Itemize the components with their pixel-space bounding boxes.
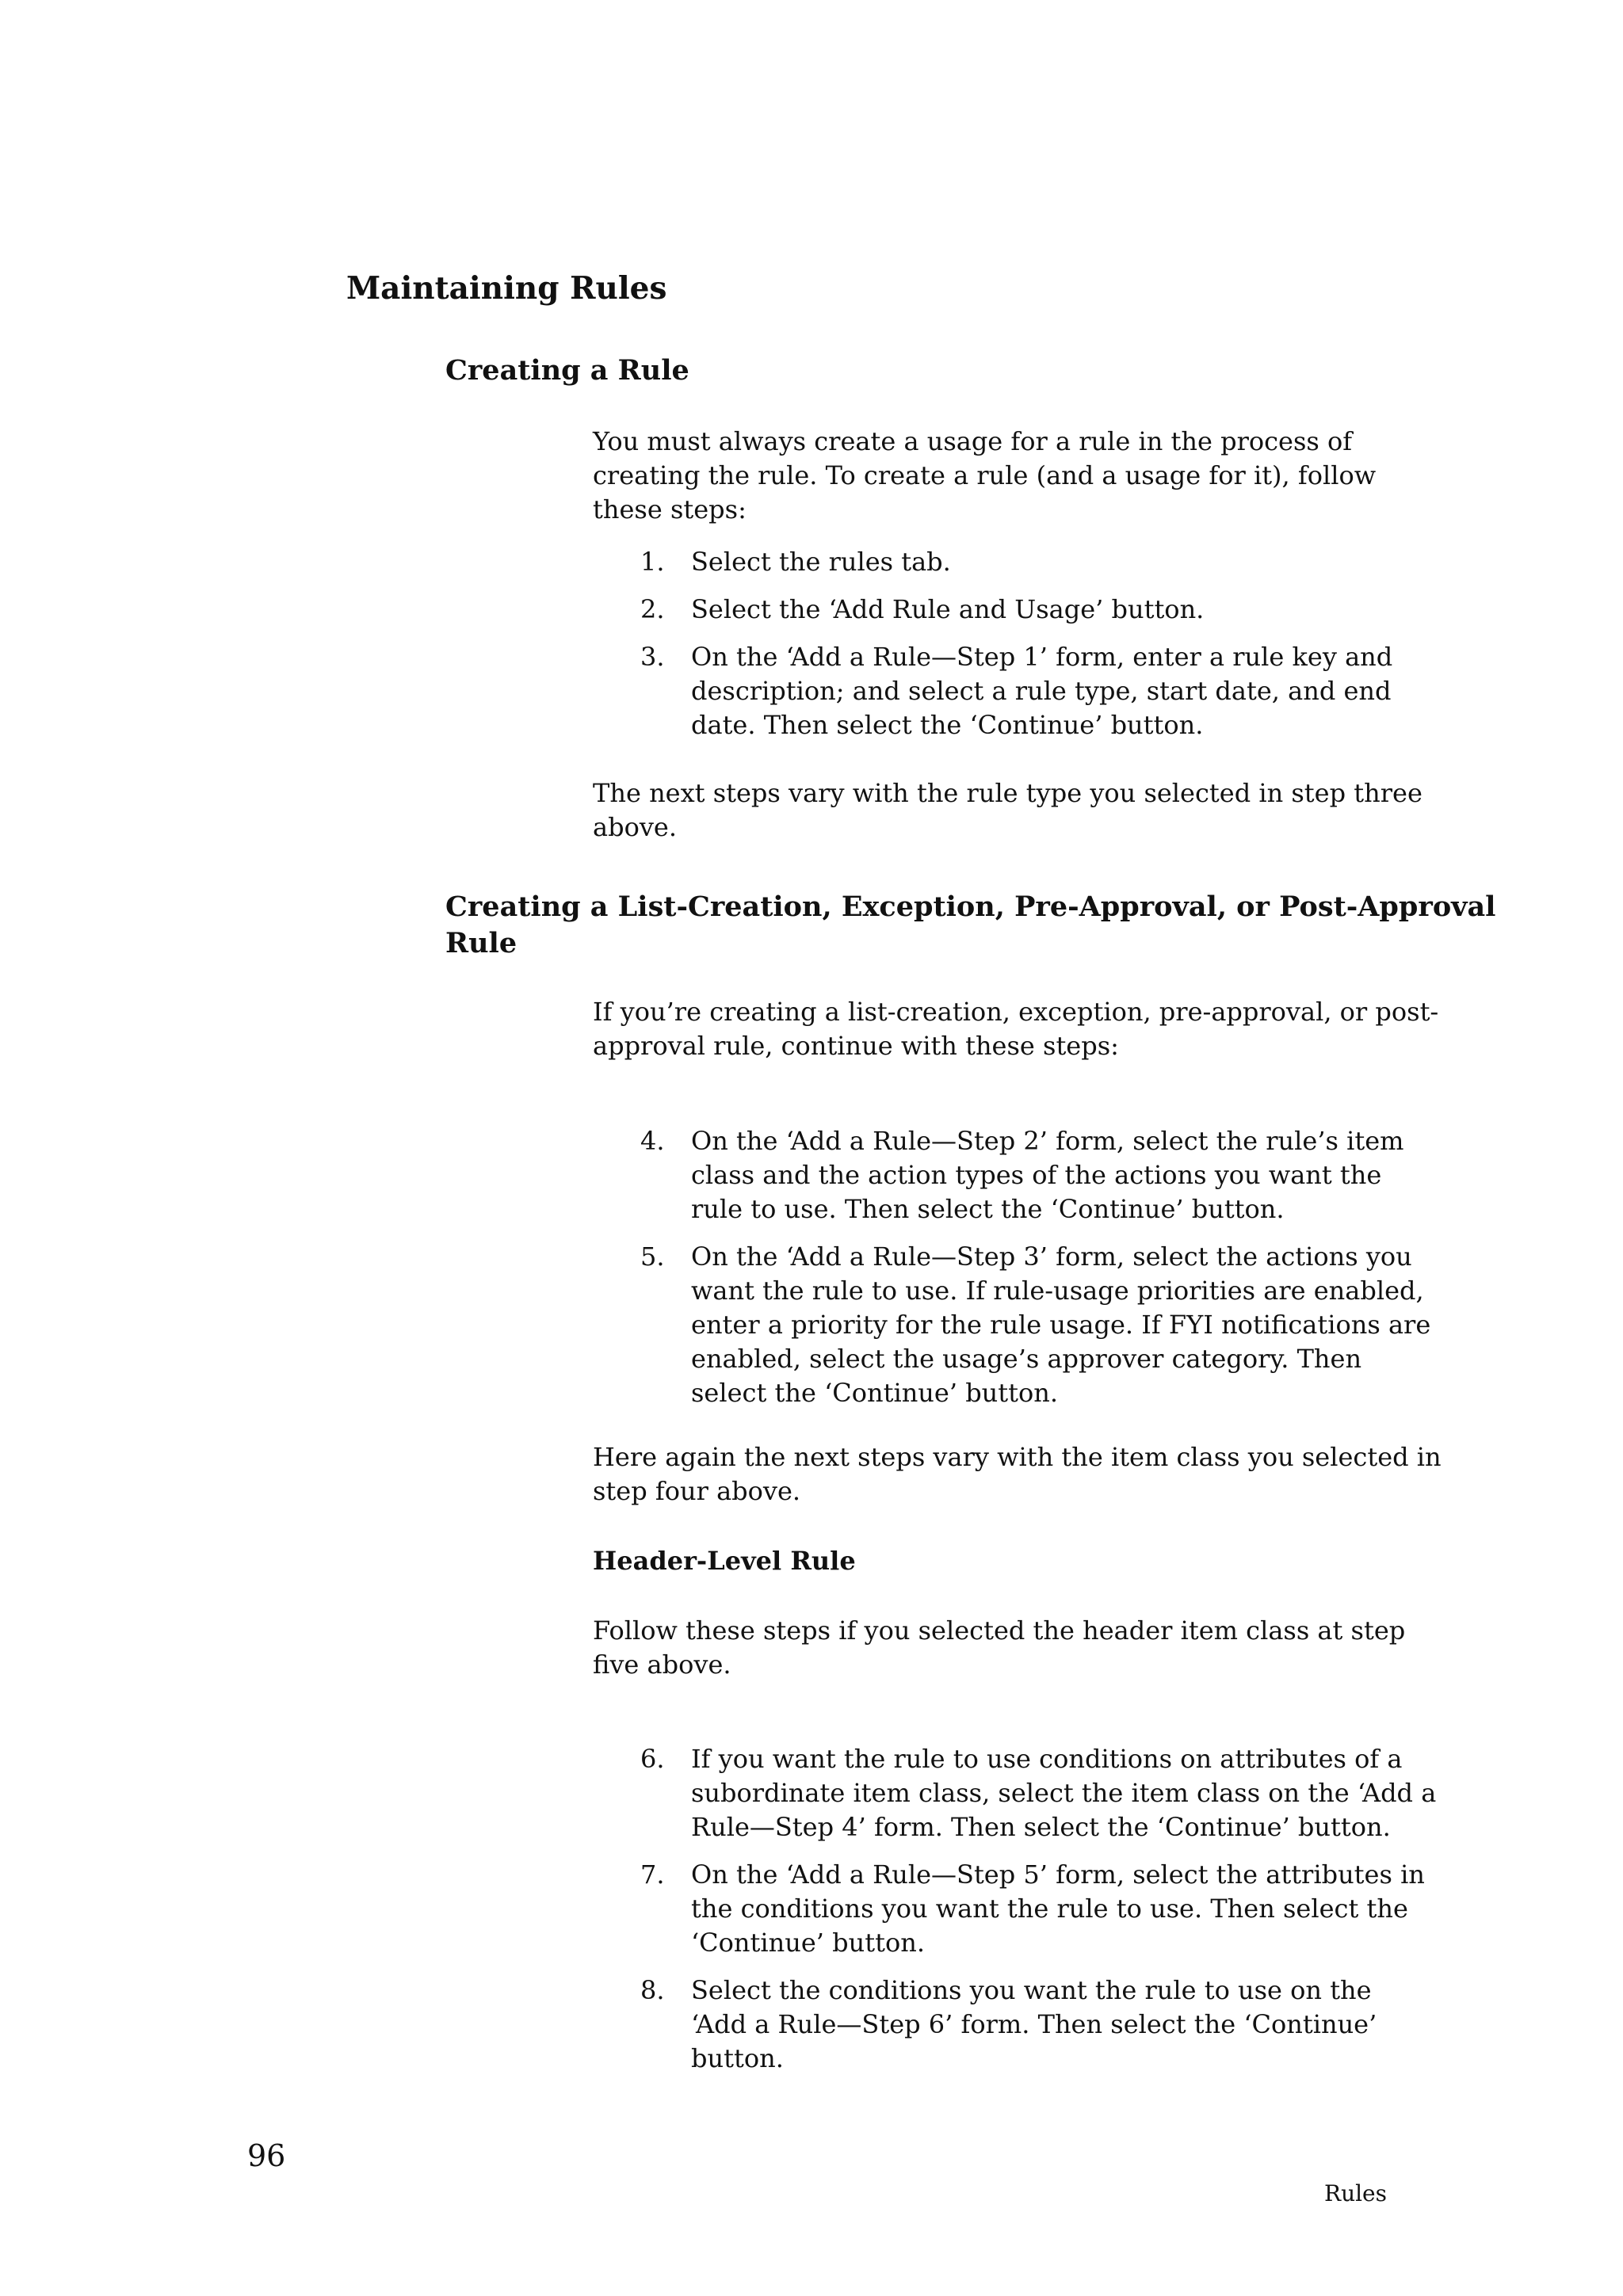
step-text bbox=[691, 1240, 1430, 1410]
text-line: subordinate item class, select the item class on the ‘Add a bbox=[691, 1778, 1437, 1808]
step-text bbox=[691, 1974, 1377, 2076]
text-line: select the ‘Continue’ button. bbox=[691, 1378, 1059, 1408]
text-line: rule to use. Then select the ‘Continue’ button. bbox=[691, 1194, 1285, 1224]
text-line: Select the ‘Add Rule and Usage’ button. bbox=[691, 594, 1205, 624]
text-line: creating the rule. To create a rule (and a usage for it), follow bbox=[593, 460, 1377, 490]
text-line: Creating a List-Creation, Exception, Pre-Approval, or Post-Approval bbox=[445, 891, 1496, 923]
step-text bbox=[691, 545, 951, 579]
text-line: On the ‘Add a Rule—Step 2’ form, select the rule’s item bbox=[691, 1126, 1404, 1156]
text-line: You must always create a usage for a rule in the process of bbox=[593, 426, 1353, 456]
text-line: If you’re creating a list-creation, exception, pre-approval, or post- bbox=[593, 997, 1439, 1027]
text-line: Rule—Step 4’ form. Then select the ‘Continue’ button. bbox=[691, 1812, 1391, 1842]
text-line: want the rule to use. If rule-usage priorities are enabled, bbox=[691, 1276, 1424, 1306]
step-number: 3. bbox=[640, 642, 665, 672]
text-line: On the ‘Add a Rule—Step 5’ form, select the attributes in bbox=[691, 1859, 1425, 1890]
step-text bbox=[691, 640, 1392, 742]
section-title-creating-rule: Creating a Rule bbox=[445, 354, 689, 387]
text-line: Follow these steps if you selected the header item class at step bbox=[593, 1615, 1406, 1646]
text-line: Select the rules tab. bbox=[691, 547, 951, 577]
step-text bbox=[691, 593, 1204, 627]
step-number: 4. bbox=[640, 1126, 665, 1156]
text-line: step four above. bbox=[593, 1476, 801, 1506]
text-line: five above. bbox=[593, 1650, 731, 1680]
text-line: ‘Add a Rule—Step 6’ form. Then select the ‘Continue’ bbox=[691, 2009, 1377, 2039]
step-number: 8. bbox=[640, 1975, 665, 2005]
creating-list-rule-outro bbox=[593, 1440, 1442, 1508]
text-line: the conditions you want the rule to use. Then select the bbox=[691, 1894, 1408, 1924]
page-heading: Maintaining Rules bbox=[346, 270, 667, 307]
step-number: 2. bbox=[640, 594, 665, 624]
step-text bbox=[691, 1124, 1403, 1226]
step-number: 7. bbox=[640, 1859, 665, 1890]
step-text bbox=[691, 1858, 1425, 1960]
step-number: 1. bbox=[640, 547, 665, 577]
text-line: approval rule, continue with these steps: bbox=[593, 1031, 1119, 1061]
text-line: Here again the next steps vary with the item class you selected in bbox=[593, 1442, 1442, 1472]
step-number: 6. bbox=[640, 1744, 665, 1774]
step-text bbox=[691, 1742, 1436, 1844]
section-title-creating-list-rule bbox=[445, 889, 1495, 962]
text-line: Select the conditions you want the rule to use on the bbox=[691, 1975, 1372, 2005]
header-level-rule-intro bbox=[593, 1614, 1406, 1682]
text-line: Rule bbox=[445, 927, 517, 959]
page-number: 96 bbox=[247, 2138, 286, 2173]
text-line: button. bbox=[691, 2043, 784, 2073]
step-number: 5. bbox=[640, 1241, 665, 1272]
text-line: class and the action types of the actions you want the bbox=[691, 1160, 1382, 1190]
text-line: description; and select a rule type, start date, and end bbox=[691, 676, 1392, 706]
creating-list-rule-intro bbox=[593, 995, 1439, 1063]
text-line: enabled, select the usage’s approver category. Then bbox=[691, 1344, 1362, 1374]
text-line: On the ‘Add a Rule—Step 3’ form, select the actions you bbox=[691, 1241, 1412, 1272]
text-line: On the ‘Add a Rule—Step 1’ form, enter a rule key and bbox=[691, 642, 1393, 672]
text-line: these steps: bbox=[593, 494, 747, 524]
text-line: enter a priority for the rule usage. If FYI notifications are bbox=[691, 1310, 1431, 1340]
text-line: If you want the rule to use conditions on attributes of a bbox=[691, 1744, 1403, 1774]
text-line: The next steps vary with the rule type you selected in step three bbox=[593, 778, 1423, 808]
creating-rule-outro bbox=[593, 776, 1423, 845]
subsection-title-header-level-rule: Header-Level Rule bbox=[593, 1546, 856, 1576]
text-line: above. bbox=[593, 812, 678, 842]
text-line: ‘Continue’ button. bbox=[691, 1928, 925, 1958]
creating-rule-intro bbox=[593, 425, 1401, 527]
text-line: date. Then select the ‘Continue’ button. bbox=[691, 710, 1204, 740]
running-footer: Rules bbox=[1323, 2180, 1387, 2206]
